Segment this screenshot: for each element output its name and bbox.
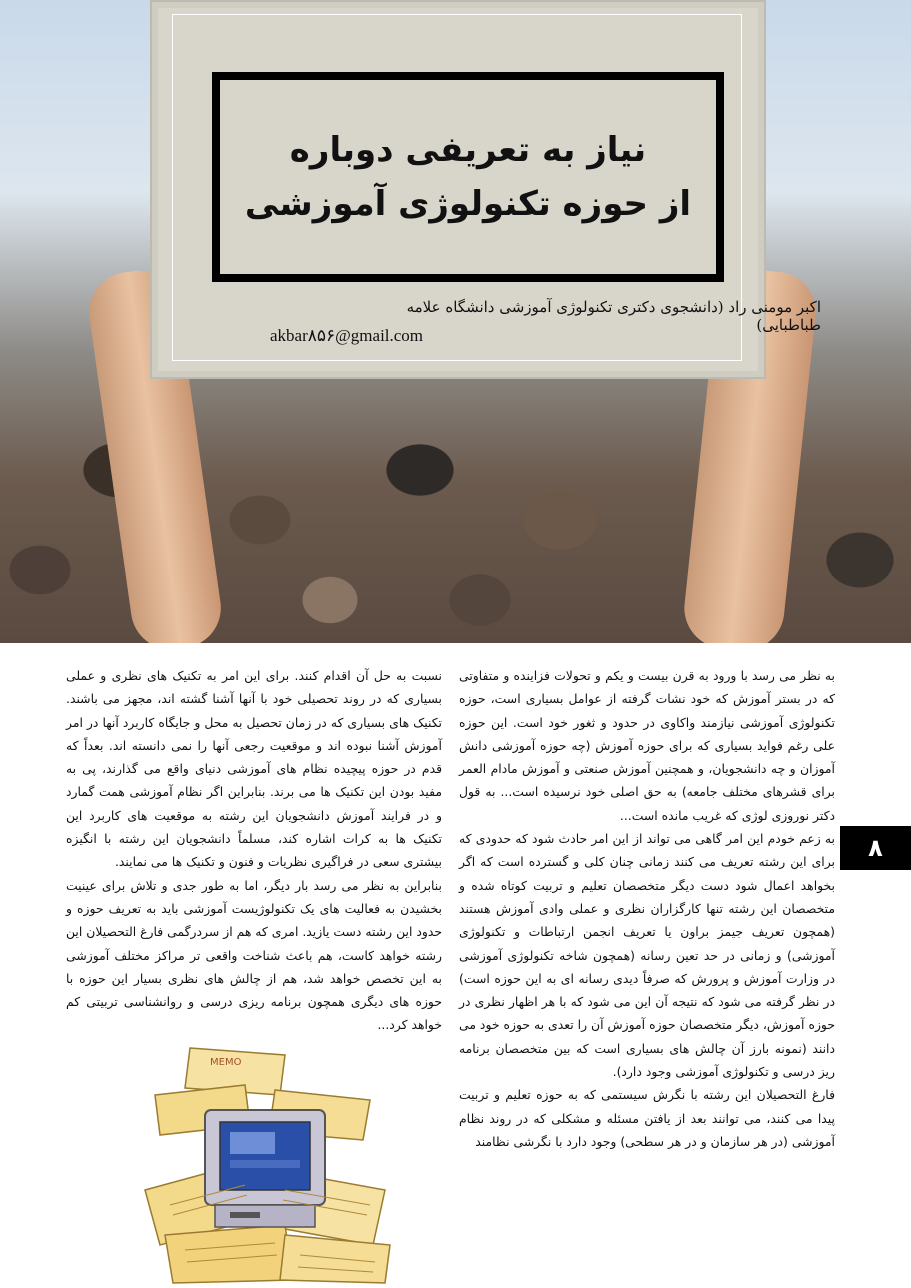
title-line-1: نیاز به تعریفی دوباره [289,129,647,170]
paragraph: بنابراین به نظر می رسد بار دیگر، اما به طور جدی و تلاش برای عینیت بخشیدن به فعالیت های یک تکنولوژیست آموزشی باید به تعریف حوزه و حدود این رشته دست یازید. امری که هم از سردرگمی فارغ التحصیلان این رشته خواهد کاست، هم باعث شناخت واقعی تر مراکز مختلف آموزشی به این تخصص خواهد شد، هم از چالش های نظری بسیار این حوزه با حوزه های دیگری همچون برنامه ریزی درسی و روانشناسی تربیتی کم خواهد کرد... [66,877,442,1033]
paragraph: فارغ التحصیلان این رشته با نگرش سیستمی که به حوزه تعلیم و تربیت پیدا می کنند، می توانند بعد از یافتن مسئله و مشکلی که در روند نظام آموزشی (در هر سازمان و در هر سطحی) وجود دارد با نگرشی نظامند [459,1087,835,1149]
paragraph: به زعم خودم این امر گاهی می تواند از این امر حادث شود که حدودی که برای این رشته تعریف می کنند زمانی چنان کلی و گسترده است که اگر بخواهد اعمال شود دست دیگر متخصصان تعلیم و تربیت کوتاه شده و متخصصان این رشته تنها کارگزاران نظری و عملی وادی آموزش هستند (همچون تعریف جیمز براون یا تعریف انجمن ارتباطات و تکنولوژی آموزشی) و زمانی در حد تعین رسانه (همچون شاخه تکنولوژی آموزشی در وزارت آموزش و پرورش که صرفاً دیدی رسانه ای به این حوزه است) در نظر گرفته می شود که نتیجه آن این می شود که با هر اظهار نظری در حوزه آموزش، دیگر متخصصان حوزه آموزش آن را تعدی به حوزه خود می دانند (نمونه بارز آن چالش های بسیاری است که بین متخصصان برنامه ریز درسی و تکنولوژی آموزشی وجود دارد). [459,831,835,1080]
computer-icon [205,1110,325,1227]
hero-photo [0,0,911,643]
author-line: اکبر مومنی راد (دانشجوی دکتری تکنولوژی آموزشی دانشگاه علامه طباطبایی) [406,298,821,334]
computer-papers-clipart [135,1040,395,1285]
title-line-2: از حوزه تکنولوژی آموزشی [244,184,692,224]
page-number-badge: ۸ [840,826,911,870]
author-email: akbar۸۵۶@gmail.com [270,326,424,345]
article-column-left [66,664,442,1037]
paragraph: نسبت به حل آن اقدام کنند. برای این امر به تکنیک های نظری و عملی بسیاری که در روند تحصیلی خود با آنها آشنا گشته اند، مجهز می باشند. تکنیک های بسیاری که در زمان تحصیل به محل و جایگاه کاربرد آنها در امر آموزش آشنا نبوده اند و موقعیت رجعی آنها را نمی دانسته اند. بعداً که قدم در حوزه پیچیده نظام های آموزشی دنیای واقع می گذارند، پی به مفید بودن این تکنیک ها می برند. بنابراین اگر نظام آموزشی همت گمارد و در فرایند آموزش دانشجویان این رشته به موقعیت های کاربرد این تکنیک ها به کرات اشاره کند، مسلماً دانشجویان این رشته با انگیزه بیشتری سعی در فراگیری نظریات و فنون و تکنیک ها می نمایند. [66,668,442,870]
paragraph: به نظر می رسد با ورود به قرن بیست و یکم و تحولات فزاینده و متفاوتی که در بستر آموزش که خود نشات گرفته از عوامل بسیاری است، حوزه تکنولوژی آموزشی نیازمند واکاوی در حدود و ثغور خود است. این حوزه علی رغم فواید بسیاری که برای حوزه آموزش (چه حوزه آموزشی دانش آموزان و چه دانشجویان، و همچنین آموزش صنعتی و آموزش مادام العمر برای قشرهای مختلف جامعه) به حق اصلی خود نرسیده است... به قول دکتر نوروزی لوژی که غریب مانده است... [459,668,835,823]
memo-label: MEMO [210,1057,242,1068]
title-box [212,72,724,282]
article-column-right [459,664,835,1153]
